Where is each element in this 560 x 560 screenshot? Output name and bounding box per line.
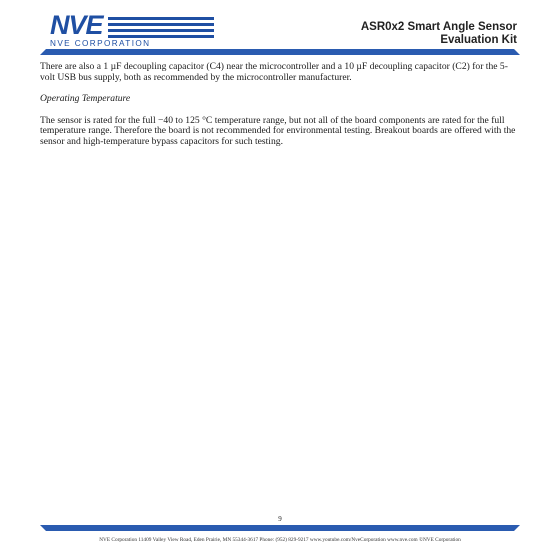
document-title-line2: Evaluation Kit	[440, 33, 517, 46]
logo-subtitle: NVE CORPORATION	[50, 39, 151, 48]
main-content	[40, 62, 522, 159]
footer-contact-line: NVE Corporation 11409 Valley View Road, Eden Prairie, MN 55344-3617 Phone: (952) 829-9217 www.youtube.com/NveCorporation www.nve.com ©NVE Corporation	[99, 537, 461, 543]
section-heading-operating-temperature: Operating Temperature	[40, 93, 131, 105]
footer-divider	[40, 525, 520, 531]
nve-logo	[50, 10, 170, 48]
logo-wordmark: NVE	[50, 10, 103, 40]
page-number: 9	[278, 515, 282, 523]
document-title	[361, 21, 517, 46]
header-divider	[40, 49, 520, 55]
paragraph-operating-temperature: The sensor is rated for the full −40 to 125 °C temperature range, but not all of the board components are rated for the full temperature range. Therefore the board is not recommended for environmental testing. Breakout boards are offered with the sensor and high-temperature bypass capacitors for such testing.	[40, 114, 516, 147]
logo-stripes-icon	[108, 17, 214, 39]
paragraph-decoupling: There are also a 1 µF decoupling capacitor (C4) near the microcontroller and a 10 µF decoupling capacitor (C2) for the 5-volt USB bus supply, both as recommended by the microcontroller manufacturer.	[40, 61, 508, 83]
document-title-line1: ASR0x2 Smart Angle Sensor	[360, 21, 517, 33]
